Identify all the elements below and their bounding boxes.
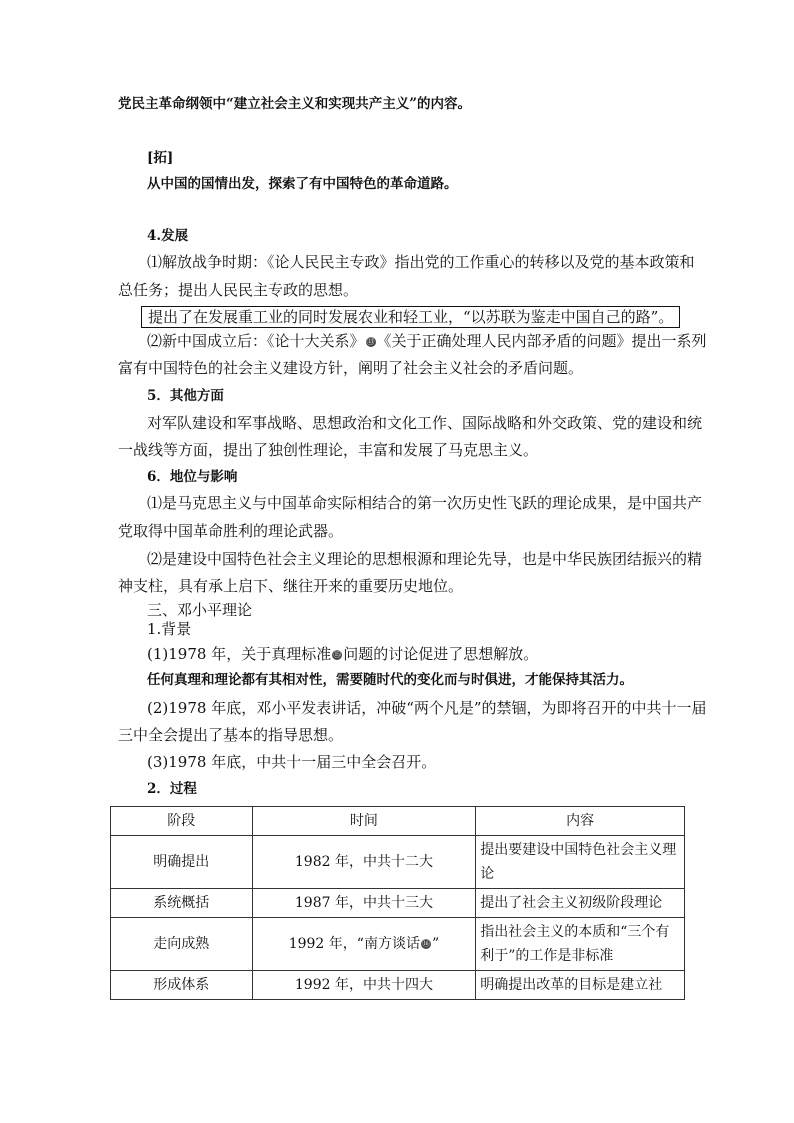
cell-text: ” — [431, 936, 440, 952]
table-row — [111, 918, 685, 971]
line-text: 问题的讨论促进了思想解放。 — [343, 645, 539, 663]
table-cell-stage: 走向成熟 — [111, 918, 253, 971]
section-heading: 4.发展 — [147, 228, 189, 244]
chapter-heading: 三、邓小平理论 — [147, 601, 253, 619]
paragraph-line: ⑵是建设中国特色社会主义理论的思想根源和理论先导，也是中华民族团结振兴的精 — [147, 550, 703, 568]
paragraph-line: 任何真理和理论都有其相对性，需要随时代的变化而与时俱进，才能保持其活力。 — [147, 672, 633, 688]
table-cell-content: 指出社会主义的本质和“三个有利于”的工作是非标准 — [476, 918, 685, 971]
table-cell-content: 明确提出改革的目标是建立社 — [476, 971, 685, 1000]
paragraph-line: (2)1978 年底，邓小平发表讲话，冲破“两个凡是”的禁锢，为即将召开的中共十一届 — [147, 699, 707, 717]
table-cell-time: 1982 年，中共十二大 — [252, 836, 476, 889]
table-cell-time — [252, 918, 476, 971]
boxed-note: 提出了在发展重工业的同时发展农业和轻工业，“以苏联为鉴走中国自己的路”。 — [141, 306, 680, 328]
paragraph-line: 总任务；提出人民民主专政的思想。 — [118, 281, 359, 299]
paragraph-line: ⑴解放战争时期：《论人民民主专政》指出党的工作重心的转移以及党的基本政策和 — [147, 253, 695, 271]
paragraph-line: (3)1978 年底，中共十一届三中全会召开。 — [147, 753, 437, 771]
paragraph-line: ⑴是马克思主义与中国革命实际相结合的第一次历史性飞跃的理论成果，是中国共产 — [147, 494, 703, 512]
column-header: 时间 — [252, 807, 476, 836]
paragraph-line: 三中全会提出了基本的指导思想。 — [118, 726, 344, 744]
paragraph-line: 党取得中国革命胜利的理论武器。 — [118, 522, 344, 540]
paragraph-line — [147, 331, 707, 351]
line-text: ⑵新中国成立后：《论十大关系》 — [147, 332, 365, 350]
table-row — [111, 836, 685, 889]
cell-text: 1992 年，“南方谈话 — [288, 936, 420, 952]
section-heading: 6．地位与影响 — [147, 469, 238, 485]
note-mark-icon: ⑮ — [333, 650, 342, 659]
table-row — [111, 971, 685, 1000]
paragraph-line — [147, 644, 538, 664]
section-heading: 1.背景 — [147, 620, 192, 638]
paragraph-line: 对军队建设和军事战略、思想政治和文化工作、国际战略和外交政策、党的建设和统 — [147, 414, 703, 432]
paragraph-line: 富有中国特色的社会主义建设方针，阐明了社会主义社会的矛盾问题。 — [118, 359, 584, 377]
section-heading: 2．过程 — [147, 781, 197, 797]
column-header: 内容 — [476, 807, 685, 836]
column-header: 阶段 — [111, 807, 253, 836]
line-text: (1)1978 年，关于真理标准 — [147, 645, 332, 663]
process-table — [110, 806, 685, 1000]
table-row — [111, 889, 685, 918]
paragraph-line: 从中国的国情出发，探索了有中国特色的革命道路。 — [147, 176, 458, 192]
note-mark-icon: ⑯ — [421, 939, 430, 948]
note-mark-icon: ⑬ — [366, 337, 375, 346]
table-cell-stage: 系统概括 — [111, 889, 253, 918]
paragraph-line: 神支柱，具有承上启下、继往开来的重要历史地位。 — [118, 577, 464, 595]
table-cell-time: 1992 年，中共十四大 — [252, 971, 476, 1000]
table-cell-content: 提出要建设中国特色社会主义理论 — [476, 836, 685, 889]
table-cell-stage: 形成体系 — [111, 971, 253, 1000]
table-cell-stage: 明确提出 — [111, 836, 253, 889]
table-header-row — [111, 807, 685, 836]
section-heading: 5．其他方面 — [147, 388, 224, 404]
paragraph-line: 一战线等方面，提出了独创性理论，丰富和发展了马克思主义。 — [118, 441, 539, 459]
expand-marker: [拓] — [147, 150, 174, 166]
table-cell-time: 1987 年，中共十三大 — [252, 889, 476, 918]
line-text: 《关于正确处理人民内部矛盾的问题》提出一系列 — [376, 332, 707, 350]
paragraph-line: 党民主革命纲领中“建立社会主义和实现共产主义”的内容。 — [118, 96, 472, 112]
table-cell-content: 提出了社会主义初级阶段理论 — [476, 889, 685, 918]
